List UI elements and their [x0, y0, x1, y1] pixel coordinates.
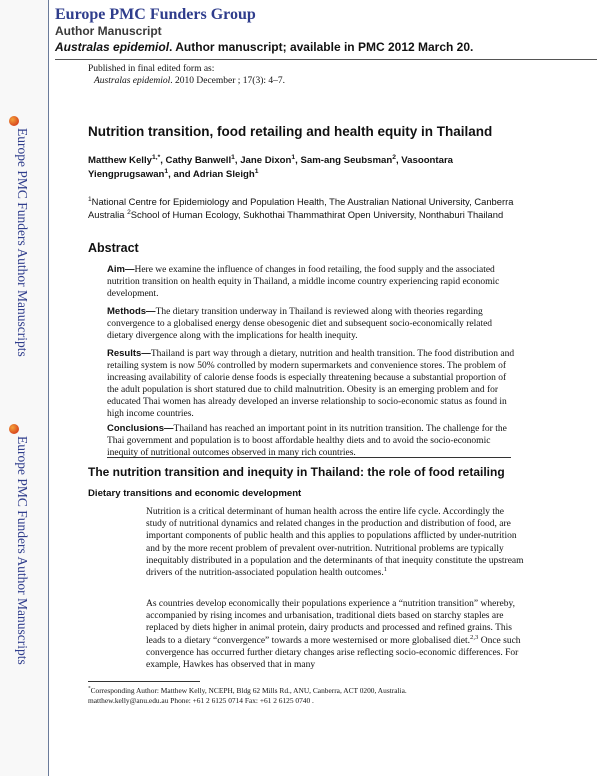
author-name: Vasoontara Yiengprugsawan: [88, 155, 454, 180]
affil-marker: 1: [88, 195, 92, 203]
author-affil: 1: [291, 153, 296, 161]
aim-lead: Aim—: [107, 264, 135, 275]
affiliations: [88, 196, 538, 221]
sidebar-label-top: Europe PMC Funders Author Manuscripts: [15, 128, 30, 357]
citation-ref: 1: [383, 565, 388, 573]
author-affil: 2: [392, 153, 396, 161]
footnote-line-1: [88, 686, 528, 696]
author-affil: 1: [231, 153, 235, 161]
abstract-methods: [107, 306, 517, 342]
aim-text: Here we examine the influence of changes in food retailing, the food supply and the associated nutrition transition on health equity in Thailand, a middle income country experiencing rapid economic development.: [107, 265, 500, 299]
author-name: Jane Dixon: [240, 155, 292, 166]
author-affil: 1: [254, 167, 259, 175]
p2-text-b: Once such convergence has occurred further dietary changes arise reflecting socio-economic differences. For example, Hawkes has observed that in many: [146, 635, 521, 671]
footnote: [88, 686, 528, 705]
header-divider: [55, 59, 597, 60]
sidebar-divider: [48, 0, 49, 776]
author-name: Sam-ang Seubsman: [300, 155, 393, 166]
footnote-divider: [88, 681, 200, 682]
availability-line: [55, 39, 595, 55]
footnote-star: *: [88, 685, 91, 692]
abstract-divider: [107, 457, 511, 458]
author-list: Matthew Kelly$^{1,*}$, Cathy Banwell$^1$, Jane Dixon$^1$, Sam-ang Seubsman$^2$, Vasoontara Yiengprugsawan$^1$, and Adrian Sleigh$^1$: [88, 153, 454, 180]
section-heading: The nutrition transition and inequity in Thailand: the role of food retailing: [88, 465, 505, 479]
body-paragraph-1: [146, 506, 526, 579]
author-name: Matthew Kelly: [88, 155, 152, 166]
methods-text: The dietary transition underway in Thailand is reviewed along with theories regarding convergence to a globalised energy dense obesogenic diet and subsequent socio-economically related dietary divergence along with the implications for health inequity.: [107, 307, 493, 341]
affil-marker: 2: [127, 208, 131, 216]
footnote-line-2: matthew.kelly@anu.edu.au Phone: +61 2 6125 0714 Fax: +61 2 6125 0740 .: [88, 695, 314, 705]
published-label: Published in final edited form as:: [88, 64, 215, 74]
abstract-results: [107, 348, 517, 420]
author-name: Cathy Banwell: [165, 155, 232, 166]
affil-2: School of Human Ecology, Sukhothai Thammathirat Open University, Nonthaburi Thailand: [130, 208, 504, 220]
published-citation: [88, 75, 285, 87]
body-paragraph-2: [146, 598, 526, 671]
p1-text: Nutrition is a critical determinant of human health across the entire life cycle. Accordingly the study of nutritional dynamics and related changes in the production and distribution of food, are important components of public health and this applies to populations afflicted by under-nutrition and by the more recent problem of prevalent over-nutrition. Nutritional problems are typically inequitably distributed in a population and the determinants of that inequity constitute the upstream drivers of the nutrition-associated population health outcomes.: [146, 507, 524, 579]
sidebar-label-bottom: Europe PMC Funders Author Manuscripts: [15, 436, 30, 665]
article-title: Nutrition transition, food retailing and health equity in Thailand: [88, 124, 493, 139]
author-affil: 1,*: [151, 153, 161, 161]
funders-group: Europe PMC Funders Group: [55, 6, 256, 23]
results-lead: Results—: [107, 348, 151, 359]
author-name: Adrian Sleigh: [192, 169, 255, 180]
p2-text-a: As countries develop economically their populations experience a “nutrition transition” whereby, accompanied by rising incomes and urbanisation, traditional diets based on starchy staples are replaced by diets higher in animal protein, dairy products and processed and refined grains. This leads to a dietary “convergence” towards a more westernised or more globalised diet.: [146, 599, 515, 646]
conclusions-lead: Conclusions—: [107, 423, 174, 434]
author-affil: 1: [164, 167, 169, 175]
abstract-aim: [107, 264, 517, 300]
citation-ref: 2,3: [470, 633, 479, 641]
abstract-conclusions: [107, 423, 517, 459]
published-info: [88, 63, 285, 87]
methods-lead: Methods—: [107, 306, 156, 317]
subsection-heading: Dietary transitions and economic development: [88, 488, 302, 499]
published-journal: Australas epidemiol: [94, 76, 171, 86]
europepmc-logo-icon: [9, 116, 19, 126]
journal-name: Australas epidemiol: [55, 40, 170, 54]
abstract-heading: Abstract: [88, 241, 139, 255]
author-and: , and: [168, 169, 193, 180]
availability-text: . Author manuscript; available in PMC 2012 March 20.: [169, 40, 474, 54]
manuscript-status: Author Manuscript: [55, 24, 162, 38]
results-text: Thailand is part way through a dietary, nutrition and health transition. The food distribution and retailing system is now 50% controlled by modern supermarkets and convenience stores. The problem of increasing availability of calorie dense foods is especially threatening because a substantial proportion of the adult population is short statured due to child malnutrition. Obesity is an emerging problem and for educated Thai women has already developed an inverse relationship to socio-economic status as found in high income countries.: [107, 349, 515, 419]
europepmc-logo-icon: [9, 424, 19, 434]
affil-1: National Centre for Epidemiology and Population Health, The Australian National University, Canberra Australia: [88, 196, 514, 220]
conclusions-text: Thailand has reached an important point in its nutrition transition. The challenge for the Thai government and population is to boost affordable healthy diets and to avoid the socio-economic inequity of nutritional outcomes observed in many rich countries.: [107, 424, 507, 458]
header: [55, 6, 595, 55]
footnote-text-1: Corresponding Author: Matthew Kelly, NCEPH, Bldg 62 Mills Rd., ANU, Canberra, ACT 0200, Australia.: [90, 686, 407, 695]
published-citation-text: . 2010 December ; 17(3): 4–7.: [170, 76, 286, 86]
